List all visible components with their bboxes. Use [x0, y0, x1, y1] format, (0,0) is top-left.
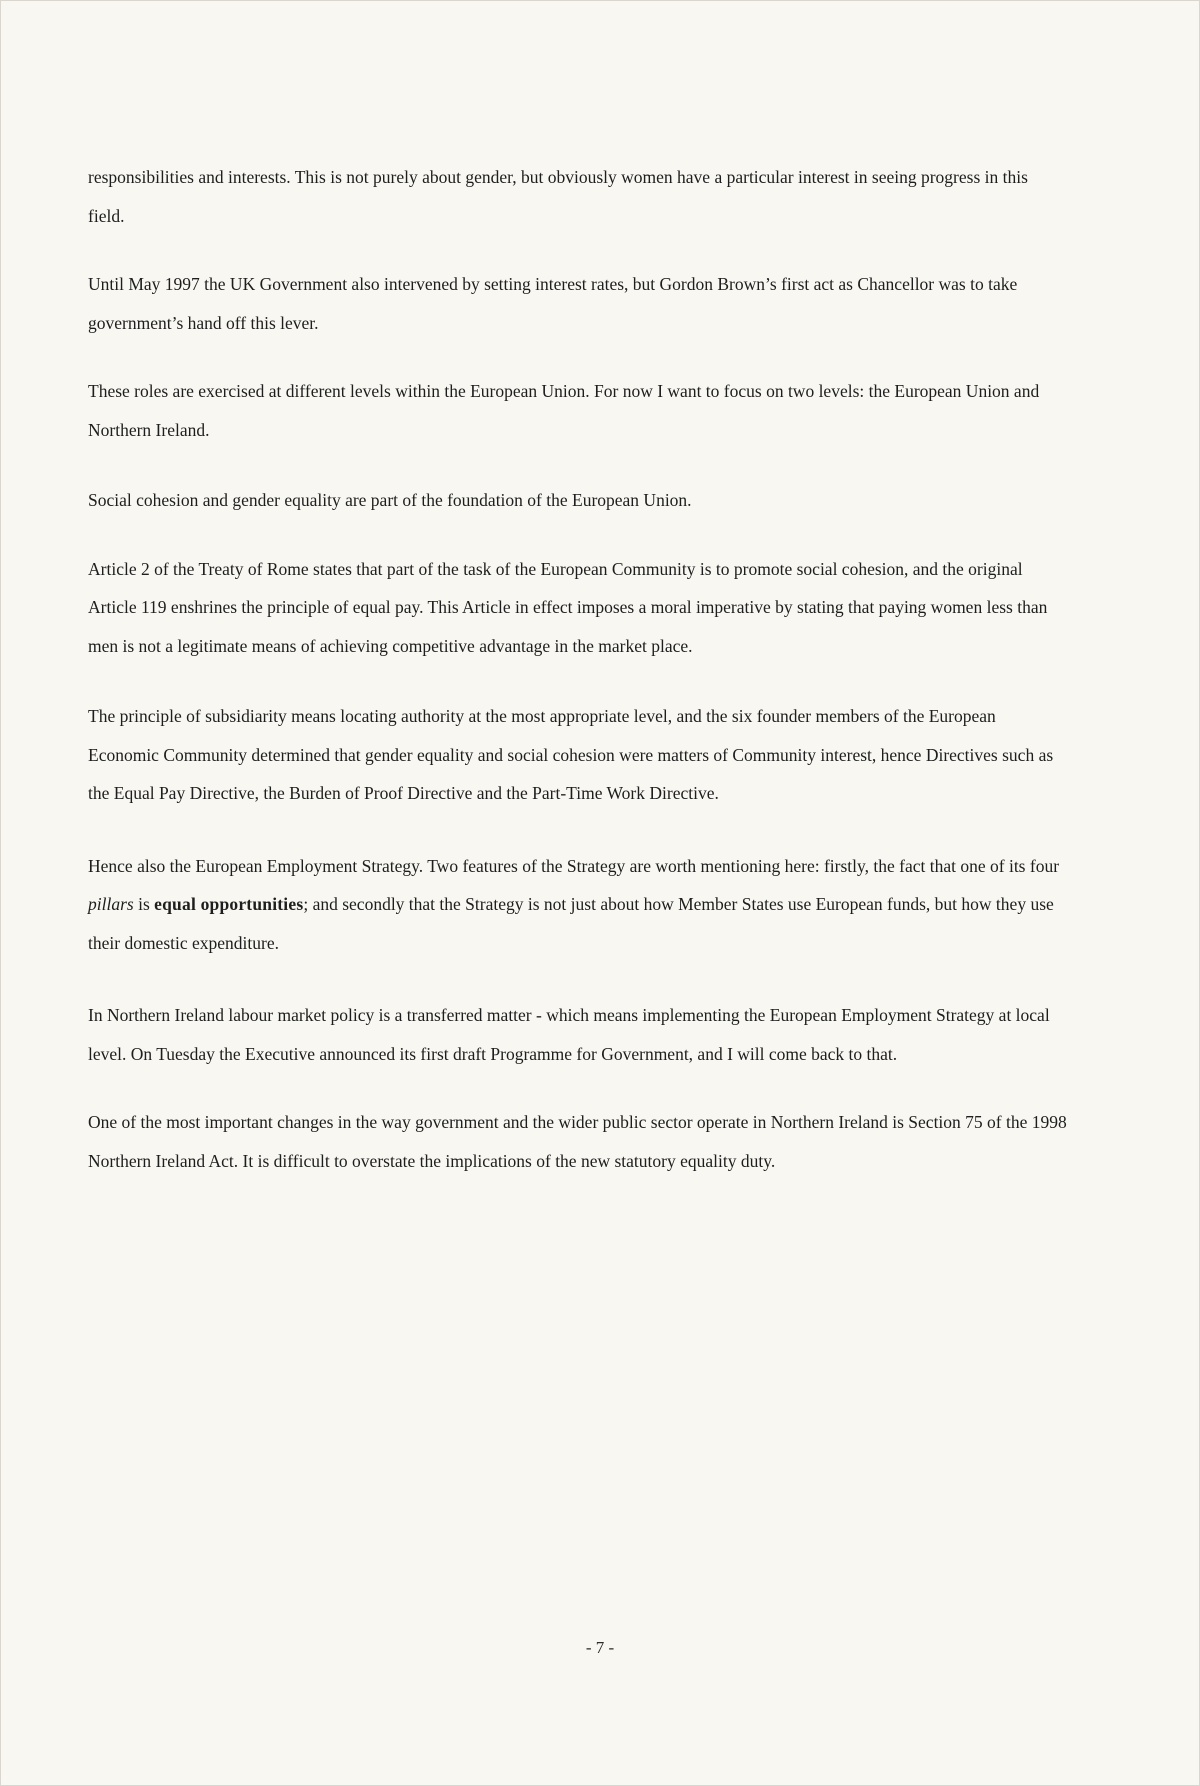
paragraph-employment-strategy-text-2: is: [133, 894, 155, 914]
emphasis-pillars: pillars: [88, 894, 134, 914]
paragraph-employment-strategy: [88, 847, 1068, 963]
paragraph-employment-strategy-text-1: Hence also the European Employment Strategy. Two features of the Strategy are worth mentioning here: firstly, the fact that one of its four: [88, 855, 1060, 876]
paragraph-levels: These roles are exercised at different levels within the European Union. For now I want to focus on two levels: the European Union and Northern Ireland.: [88, 381, 1040, 440]
page-number: - 7 -: [585, 1638, 615, 1657]
paragraph-responsibilities: responsibilities and interests. This is not purely about gender, but obviously women have a particular interest in seeing progress in this field.: [88, 167, 1028, 226]
paragraph-social-cohesion: Social cohesion and gender equality are part of the foundation of the European Union.: [88, 490, 692, 510]
body-text: [88, 158, 1068, 1180]
paragraph-section-75: One of the most important changes in the way government and the wider public sector operate in Northern Ireland is Section 75 of the 1998 Northern Ireland Act. It is difficult to overstate the implications of the new statutory equality duty.: [88, 1112, 1067, 1171]
emphasis-equal-opportunities: equal opportunities: [154, 894, 304, 914]
paragraph-interest-rates: Until May 1997 the UK Government also intervened by setting interest rates, but Gordon Brown’s first act as Chancellor was to take government’s hand off this lever.: [88, 274, 1018, 333]
paragraph-employment-strategy-text-3: ; and secondly that the Strategy is not just about how Member States use European funds, but how they use their domestic expenditure.: [88, 894, 1054, 953]
paragraph-treaty-of-rome: Article 2 of the Treaty of Rome states that part of the task of the European Community is to promote social cohesion, and the original Article 119 enshrines the principle of equal pay. This Article in effect imposes a moral imperative by stating that paying women less than men is not a legitimate means of achieving competitive advantage in the market place.: [88, 558, 1048, 656]
paragraph-subsidiarity: The principle of subsidiarity means locating authority at the most appropriate level, and the six founder members of the European Economic Community determined that gender equality and social cohesion were matters of Community interest, hence Directives such as the Equal Pay Directive, the Burden of Proof Directive and the Part-Time Work Directive.: [88, 706, 1054, 803]
paragraph-northern-ireland-policy: In Northern Ireland labour market policy is a transferred matter - which means implementing the European Employment Strategy at local level. On Tuesday the Executive announced its first draft Programme for Government, and I will come back to that.: [88, 1005, 1050, 1064]
